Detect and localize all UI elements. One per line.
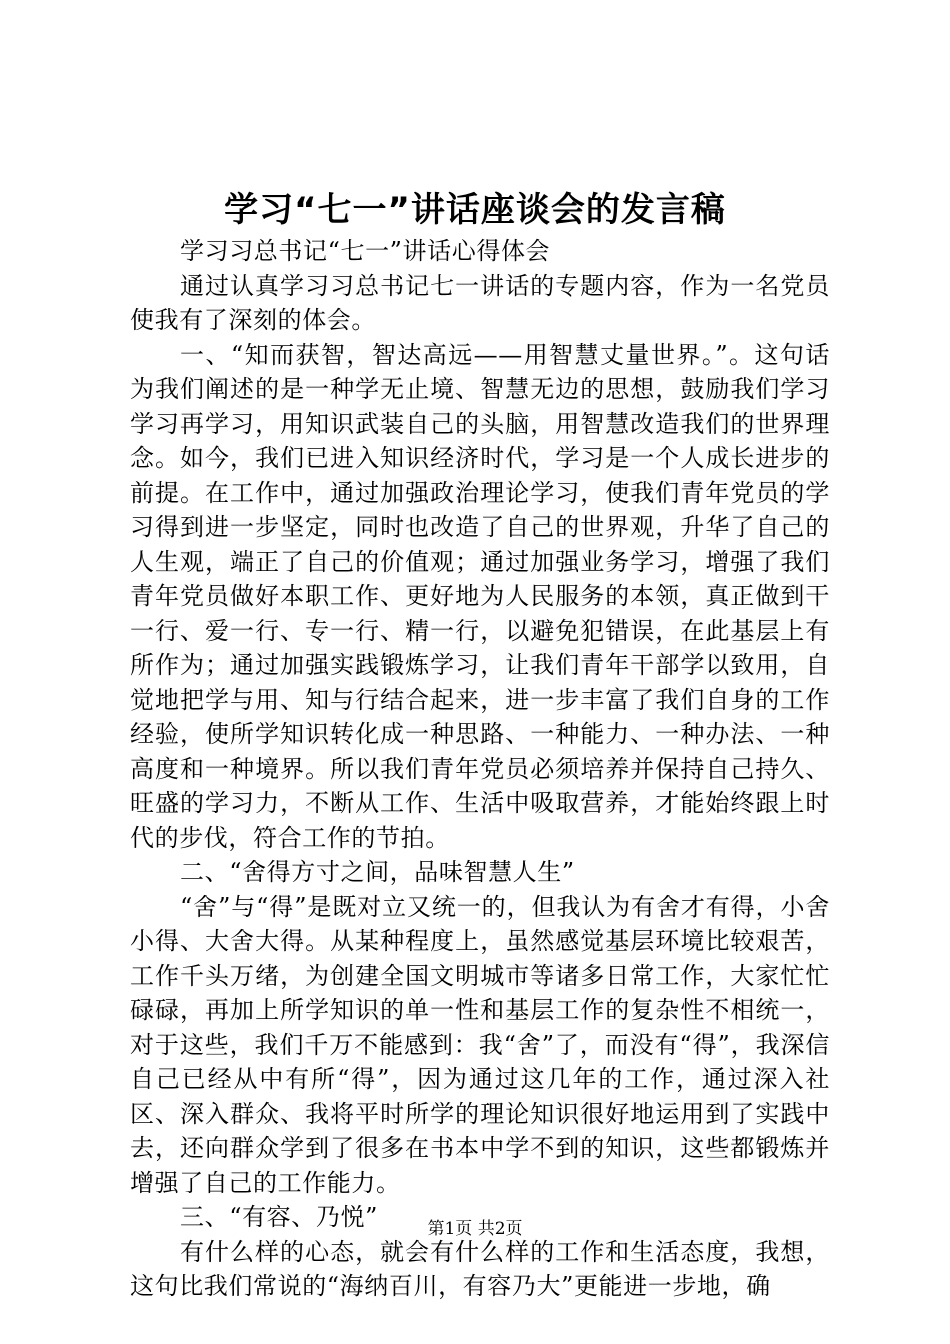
document-title: 学习“七一”讲话座谈会的发言稿: [224, 190, 726, 230]
section-two-paragraph: “舍”与“得”是既对立又统一的，但我认为有舍才有得，小舍小得、大舍大得。从某种程度上，虽然感觉基层环境比较艰苦，工作千头万绪，为创建全国文明城市等诸多日常工作，大家忙忙碌碌，再加上所学知识的单一性和基层工作的复杂性不相统一，对于这些，我们千万不能感到：我“舍”了，而没有“得”，我深信自己已经从中有所“得”，因为通过这几年的工作，通过深入社区、深入群众、我将平时所学的理论知识很好地运用到了实践中去，还向群众学到了很多在书本中学不到的知识，这些都锻炼并增强了自己的工作能力。: [130, 892, 830, 1197]
section-three-paragraph: 有什么样的心态，就会有什么样的工作和生活态度，我想，这句比我们常说的“海纳百川，有容乃大”更能进一步地，确: [130, 1237, 830, 1300]
subtitle-paragraph: 学习习总书记“七一”讲话心得体会: [180, 237, 551, 265]
intro-paragraph: 通过认真学习习总书记七一讲话的专题内容，作为一名党员使我有了深刻的体会。: [130, 271, 830, 334]
section-one-paragraph: 一、“知而获智，智达高远——用智慧丈量世界。”。这句话为我们阐述的是一种学无止境、智慧无边的思想，鼓励我们学习学习再学习，用知识武装自己的头脑，用智慧改造我们的世界理念。如今，我们已进入知识经济时代，学习是一个人成长进步的前提。在工作中，通过加强政治理论学习，使我们青年党员的学习得到进一步坚定，同时也改造了自己的世界观，升华了自己的人生观，端正了自己的价值观；通过加强业务学习，增强了我们青年党员做好本职工作、更好地为人民服务的本领，真正做到干一行、爱一行、专一行、精一行，以避免犯错误，在此基层上有所作为；通过加强实践锻炼学习，让我们青年干部学以致用，自觉地把学与用、知与行结合起来，进一步丰富了我们自身的工作经验，使所学知识转化成一种思路、一种能力、一种办法、一种高度和一种境界。所以我们青年党员必须培养并保持自己持久、旺盛的学习力，不断从工作、生活中吸取营养，才能始终跟上时代的步伐，符合工作的节拍。: [130, 340, 830, 852]
section-two-heading: 二、“舍得方寸之间，品味智慧人生”: [180, 858, 575, 886]
page-number-footer: 第1页 共2页: [427, 1219, 523, 1239]
document-body: [130, 234, 830, 1304]
section-three-heading: 三、“有容、乃悦”: [180, 1203, 378, 1231]
